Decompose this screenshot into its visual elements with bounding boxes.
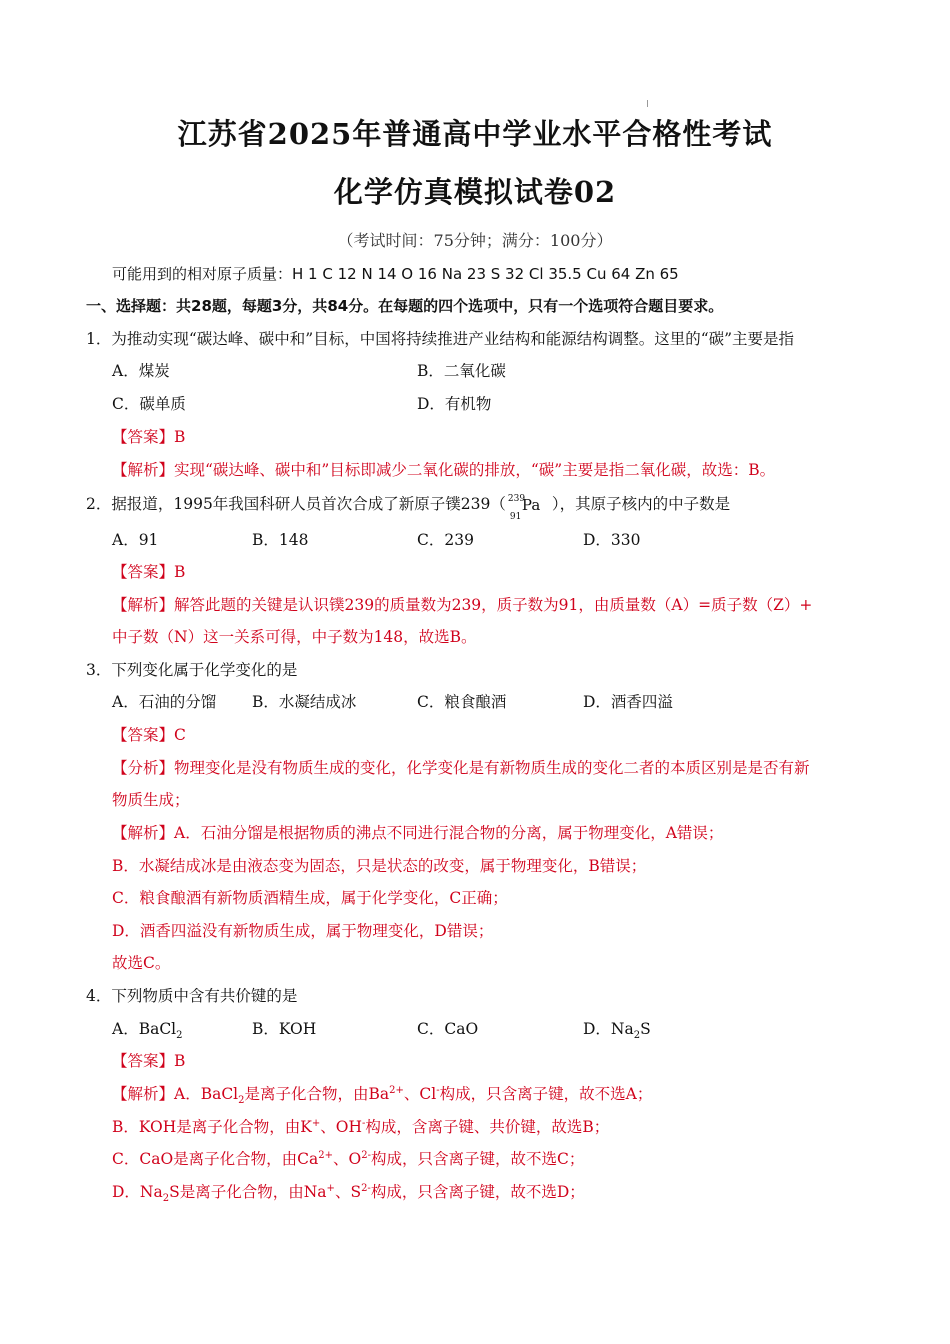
nuclide-mass: 239 [507,494,526,504]
q4-l1-b: 2 [238,1095,245,1107]
nuclide-atomic-number: 91 [509,512,522,522]
q4-a-text: A．BaCl [112,1020,177,1038]
q3-jiexi-2: B．水凝结成冰是由液态变为固态，只是状态的改变，属于物理变化，B错误； [112,857,647,875]
q2-option-a: A．91 [112,531,159,549]
header-mark [647,100,648,107]
q4-answer: 【答案】B [112,1052,186,1070]
q4-l2-c: 、OH [320,1118,362,1136]
q4-l4-d: + [326,1182,335,1194]
q4-option-a [112,1019,183,1042]
q2-stem-pre: 2．据报道，1995年我国科研人员首次合成了新原子镤239（ [86,495,506,513]
q3-fenxi-2: 物质生成； [112,791,190,809]
q4-analysis-4 [112,1182,585,1205]
q4-l3-a: C．CaO是离子化合物，由Ca [112,1150,319,1168]
q4-a-sub: 2 [176,1030,183,1042]
q2-analysis-2: 中子数（N）这一关系可得，中子数为148，故选B。 [112,628,477,646]
q2-analysis-1: 【解析】解答此题的关键是认识镤239的质量数为239，质子数为91，由质量数（A）=质子数（Z）+ [112,596,813,614]
q4-l3-b: 2+ [318,1149,334,1161]
q1-answer: 【答案】B [112,428,186,446]
q4-analysis-3 [112,1149,584,1169]
q1-option-a: A．煤炭 [112,362,170,380]
title-line-1: 江苏省2025年普通高中学业水平合格性考试 [177,117,773,151]
q4-l1-g: 构成，只含离子键，故不选A； [439,1085,653,1103]
q3-conclusion: 故选C。 [112,954,171,972]
q2-option-d: D．330 [583,531,641,549]
q4-option-d [583,1019,651,1042]
q4-l3-d: 2- [361,1149,371,1161]
q2-stem [86,494,731,522]
exam-info: （考试时间：75分钟；满分：100分） [337,231,613,250]
nuclide-element: Pa [521,496,541,514]
q2-option-b: B．148 [252,531,309,549]
q3-jiexi-3: C．粮食酿酒有新物质酒精生成，属于化学变化，C正确； [112,889,508,907]
section-heading: 一、选择题：共28题，每题3分，共84分。在每题的四个选项中，只有一个选项符合题目要求。 [86,297,724,315]
q1-option-d: D．有机物 [417,395,492,413]
q4-stem: 4．下列物质中含有共价键的是 [86,987,298,1005]
q4-d-sub: 2 [633,1030,641,1042]
q1-option-b: B．二氧化碳 [417,362,506,380]
q4-analysis-1 [112,1084,653,1107]
q1-stem: 1．为推动实现“碳达峰、碳中和”目标，中国将持续推进产业结构和能源结构调整。这里的“碳”主要是指 [86,330,795,348]
q4-l4-e: 、S [334,1183,362,1201]
q4-l1-e: 、Cl [403,1085,437,1103]
q4-l1-d: 2+ [389,1084,404,1096]
q4-l1-c: 是离子化合物，由Ba [244,1085,390,1103]
q4-option-b: B．KOH [252,1020,317,1038]
q1-option-c: C．碳单质 [112,395,186,413]
q3-option-d: D．酒香四溢 [583,693,673,711]
q4-l3-c: 、O [333,1150,362,1168]
q3-option-c: C．粮食酿酒 [417,693,507,711]
atomic-masses: 可能用到的相对原子质量：H 1 C 12 N 14 O 16 Na 23 S 32 Cl 35.5 Cu 64 Zn 65 [112,265,679,283]
q3-jiexi-1: 【解析】A．石油分馏是根据物质的沸点不同进行混合物的分离，属于物理变化，A错误； [112,824,724,842]
q3-answer: 【答案】C [112,726,186,744]
q4-l1-f: - [436,1084,440,1096]
q2-option-c: C．239 [417,531,474,549]
q4-l4-c: S是离子化合物，由Na [169,1183,327,1201]
q4-l4-g: 构成，只含离子键，故不选D； [370,1183,585,1201]
q3-option-b: B．水凝结成冰 [252,693,357,711]
title-line-2: 化学仿真模拟试卷02 [333,175,617,209]
q4-l2-b: + [311,1117,321,1129]
q2-answer: 【答案】B [112,563,186,581]
q4-analysis-2 [112,1117,609,1137]
nuclide-symbol [506,494,552,522]
q4-l4-b: 2 [162,1193,170,1205]
q4-l2-e: 构成，含离子键、共价键，故选B； [365,1118,610,1136]
q1-analysis: 【解析】实现“碳达峰、碳中和”目标即减少二氧化碳的排放，“碳”主要是指二氧化碳，故选：B。 [112,461,776,479]
q4-l4-f: 2- [361,1182,371,1194]
q4-l3-e: 构成，只含离子键，故不选C； [371,1150,585,1168]
q3-stem: 3．下列变化属于化学变化的是 [86,661,298,679]
q3-option-a: A．石油的分馏 [112,693,217,711]
q4-l2-a: B．KOH是离子化合物，由K [112,1118,312,1136]
q4-l1-a: 【解析】A．BaCl [112,1085,239,1103]
q3-fenxi-1: 【分析】物理变化是没有物质生成的变化，化学变化是有新物质生成的变化二者的本质区别是是否有新 [112,759,810,777]
q3-jiexi-4: D．酒香四溢没有新物质生成，属于物理变化，D错误； [112,922,494,940]
q4-d-text-post: S [640,1020,651,1038]
q4-l2-d: - [361,1117,366,1129]
q2-stem-post: ），其原子核内的中子数是 [551,495,731,513]
q4-option-c: C．CaO [417,1020,479,1038]
q4-d-text: D．Na [583,1020,634,1038]
q4-l4-a: D．Na [112,1183,163,1201]
